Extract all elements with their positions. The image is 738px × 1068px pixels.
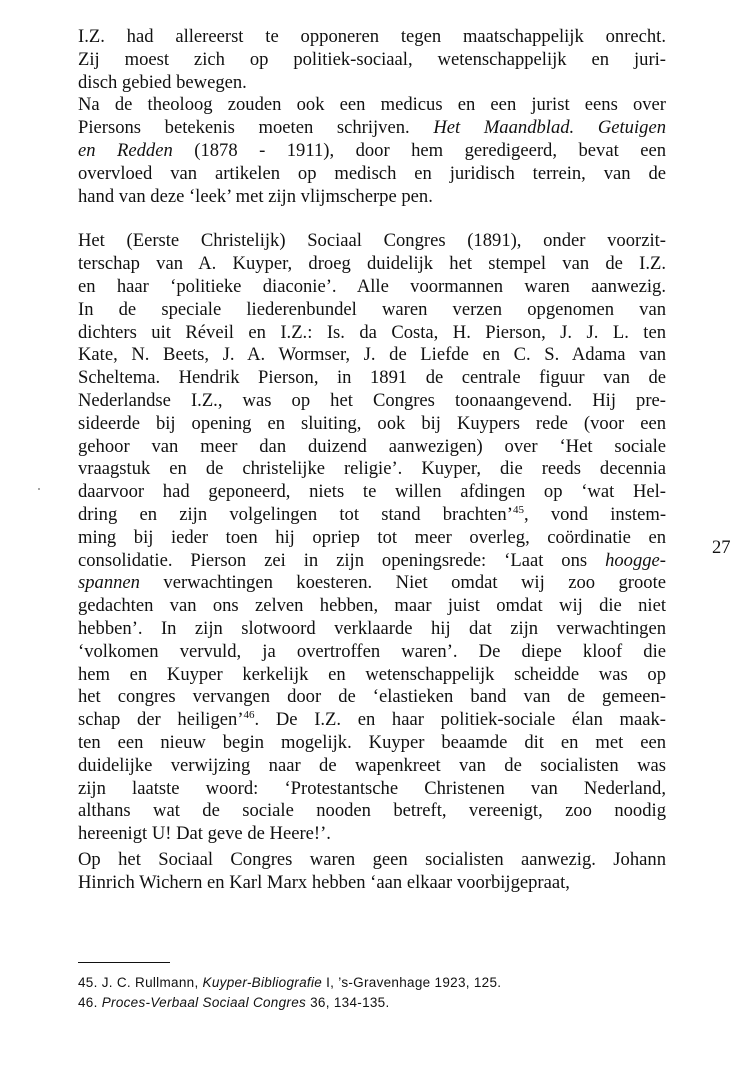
text-run: disch gebied bewegen. bbox=[78, 71, 247, 93]
text-line bbox=[78, 641, 666, 664]
footnote-reference: 45 bbox=[512, 503, 524, 516]
text-line bbox=[78, 872, 666, 895]
paragraph bbox=[78, 849, 666, 895]
text-line bbox=[78, 140, 666, 163]
text-run: vraagstuk en de christelijke religie’. Kuyper, die reeds decennia bbox=[78, 458, 666, 480]
text-run: Hinrich Wichern en Karl Marx hebben ‘aan elkaar voorbijgepraat, bbox=[78, 871, 570, 893]
text-run: I.Z. had allereerst te opponeren tegen maatschappelijk onrecht. bbox=[78, 26, 666, 47]
paragraph bbox=[78, 26, 666, 208]
text-run: verwachtingen koesteren. Niet omdat wij zoo groote bbox=[139, 572, 666, 594]
text-line bbox=[78, 72, 666, 95]
paragraph bbox=[78, 230, 666, 846]
text-run: hand van deze ‘leek’ met zijn vlijmscherpe pen. bbox=[78, 185, 433, 207]
text-run: In de speciale liederenbundel waren verzen opgenomen van bbox=[78, 298, 666, 320]
text-run: sideerde bij opening en sluiting, ook bij Kuypers rede (voor een bbox=[78, 412, 666, 434]
text-run: , vond instem- bbox=[523, 503, 667, 525]
text-line bbox=[78, 664, 666, 687]
text-line bbox=[78, 367, 666, 390]
text-run: het congres vervangen door de ‘elastieken band van de gemeen- bbox=[78, 686, 666, 708]
italic-text: Proces-Verbaal Sociaal Congres bbox=[101, 995, 307, 1010]
italic-text: en Redden bbox=[78, 139, 173, 161]
text-line bbox=[78, 849, 666, 872]
text-run: Zij moest zich op politiek-sociaal, wetenschappelijk en juri- bbox=[78, 48, 666, 70]
text-line bbox=[78, 253, 666, 276]
text-run: . De I.Z. en haar politiek-sociale élan maak- bbox=[254, 709, 666, 731]
text-run: ‘volkomen vervuld, ja overtroffen waren’. De diepe kloof die bbox=[78, 640, 666, 662]
text-line bbox=[78, 163, 666, 186]
text-run: (1878 - 1911), door hem geredigeerd, bevat een bbox=[172, 139, 667, 161]
text-run: ming bij ieder toen hij opriep tot meer overleg, coördinatie en bbox=[78, 526, 666, 548]
text-line bbox=[78, 755, 666, 778]
text-line bbox=[78, 436, 666, 459]
text-run: duidelijke verwijzing naar de wapenkreet van de socialisten was bbox=[78, 754, 666, 776]
text-run: dring en zijn volgelingen tot stand brachten’ bbox=[78, 503, 513, 525]
text-line bbox=[78, 186, 666, 209]
text-run: zijn laatste woord: ‘Protestantsche Christenen van Nederland, bbox=[78, 777, 666, 799]
text-run: gehoor van meer dan duizend aanwezigen) over ‘Het sociale bbox=[78, 435, 666, 457]
text-line bbox=[78, 344, 666, 367]
text-run: hebben’. In zijn slotwoord verklaarde hij dat zijn verwachtingen bbox=[78, 617, 666, 639]
text-run: 45. J. C. Rullmann, bbox=[78, 975, 203, 990]
text-run: Kate, N. Beets, J. A. Wormser, J. de Liefde en C. S. Adama van bbox=[78, 344, 666, 366]
text-run: daarvoor had geponeerd, niets te willen afdingen op ‘wat Hel- bbox=[78, 481, 666, 503]
text-run: Scheltema. Hendrik Pierson, in 1891 de centrale figuur van de bbox=[78, 367, 666, 389]
text-line bbox=[78, 49, 666, 72]
footnote-rule bbox=[78, 962, 170, 963]
scan-speck bbox=[38, 488, 40, 490]
text-line bbox=[78, 527, 666, 550]
footnote bbox=[78, 973, 501, 993]
text-line bbox=[78, 572, 666, 595]
italic-text: spannen bbox=[78, 572, 140, 594]
text-line bbox=[78, 481, 666, 504]
text-line bbox=[78, 413, 666, 436]
italic-text: Het Maandblad. Getuigen bbox=[433, 117, 666, 139]
text-run: Piersons betekenis moeten schrijven. bbox=[78, 117, 434, 139]
text-run: Na de theoloog zouden ook een medicus en een jurist eens over bbox=[78, 94, 666, 116]
text-line bbox=[78, 322, 666, 345]
text-line bbox=[78, 618, 666, 641]
footnote bbox=[78, 993, 501, 1013]
body-text bbox=[78, 26, 666, 894]
text-line bbox=[78, 823, 666, 846]
text-run: I, ’s-Gravenhage 1923, 125. bbox=[322, 975, 502, 990]
text-line bbox=[78, 709, 666, 732]
text-line bbox=[78, 800, 666, 823]
text-run: hem en Kuyper kerkelijk en wetenschappelijk scheidde was op bbox=[78, 663, 666, 685]
text-line bbox=[78, 230, 666, 253]
text-line bbox=[78, 550, 666, 573]
text-run: ten een nieuw begin mogelijk. Kuyper beaamde dit en met een bbox=[78, 731, 666, 753]
text-run: dichters uit Réveil en I.Z.: Is. da Costa, H. Pierson, J. J. L. ten bbox=[78, 321, 666, 343]
text-run: 36, 134-135. bbox=[306, 995, 390, 1010]
text-run: Het (Eerste Christelijk) Sociaal Congres (1891), onder voorzit- bbox=[78, 230, 666, 252]
italic-text: Kuyper-Bibliografie bbox=[202, 975, 323, 990]
text-run: Op het Sociaal Congres waren geen socialisten aanwezig. Johann bbox=[78, 848, 666, 870]
text-run: althans wat de sociale nooden betreft, vereenigt, zoo noodig bbox=[78, 800, 666, 822]
text-line bbox=[78, 504, 666, 527]
text-run: Nederlandse I.Z., was op het Congres toonaangevend. Hij pre- bbox=[78, 389, 666, 411]
text-run: overvloed van artikelen op medisch en juridisch terrein, van de bbox=[78, 162, 666, 184]
text-run: gedachten van ons zelven hebben, maar juist omdat wij die niet bbox=[78, 595, 666, 617]
text-run: consolidatie. Pierson zei in zijn openingsrede: ‘Laat ons bbox=[78, 549, 606, 571]
page-number: 27 bbox=[712, 537, 731, 558]
text-line bbox=[78, 26, 666, 49]
text-line bbox=[78, 390, 666, 413]
text-run: en haar ‘politieke diaconie’. Alle voormannen waren aanwezig. bbox=[78, 275, 666, 297]
text-line bbox=[78, 94, 666, 117]
text-line bbox=[78, 276, 666, 299]
text-line bbox=[78, 458, 666, 481]
footnote-reference: 46 bbox=[243, 709, 255, 722]
text-line bbox=[78, 732, 666, 755]
text-run: terschap van A. Kuyper, droeg duidelijk het stempel van de I.Z. bbox=[78, 253, 666, 275]
text-run: schap der heiligen’ bbox=[78, 709, 244, 731]
italic-text: hoogge- bbox=[605, 549, 666, 571]
footnotes bbox=[78, 973, 501, 1013]
text-line bbox=[78, 595, 666, 618]
text-run: hereenigt U! Dat geve de Heere!’. bbox=[78, 823, 331, 845]
text-line bbox=[78, 299, 666, 322]
text-line bbox=[78, 117, 666, 140]
text-line bbox=[78, 778, 666, 801]
text-run: 46. bbox=[78, 995, 102, 1010]
text-line bbox=[78, 686, 666, 709]
